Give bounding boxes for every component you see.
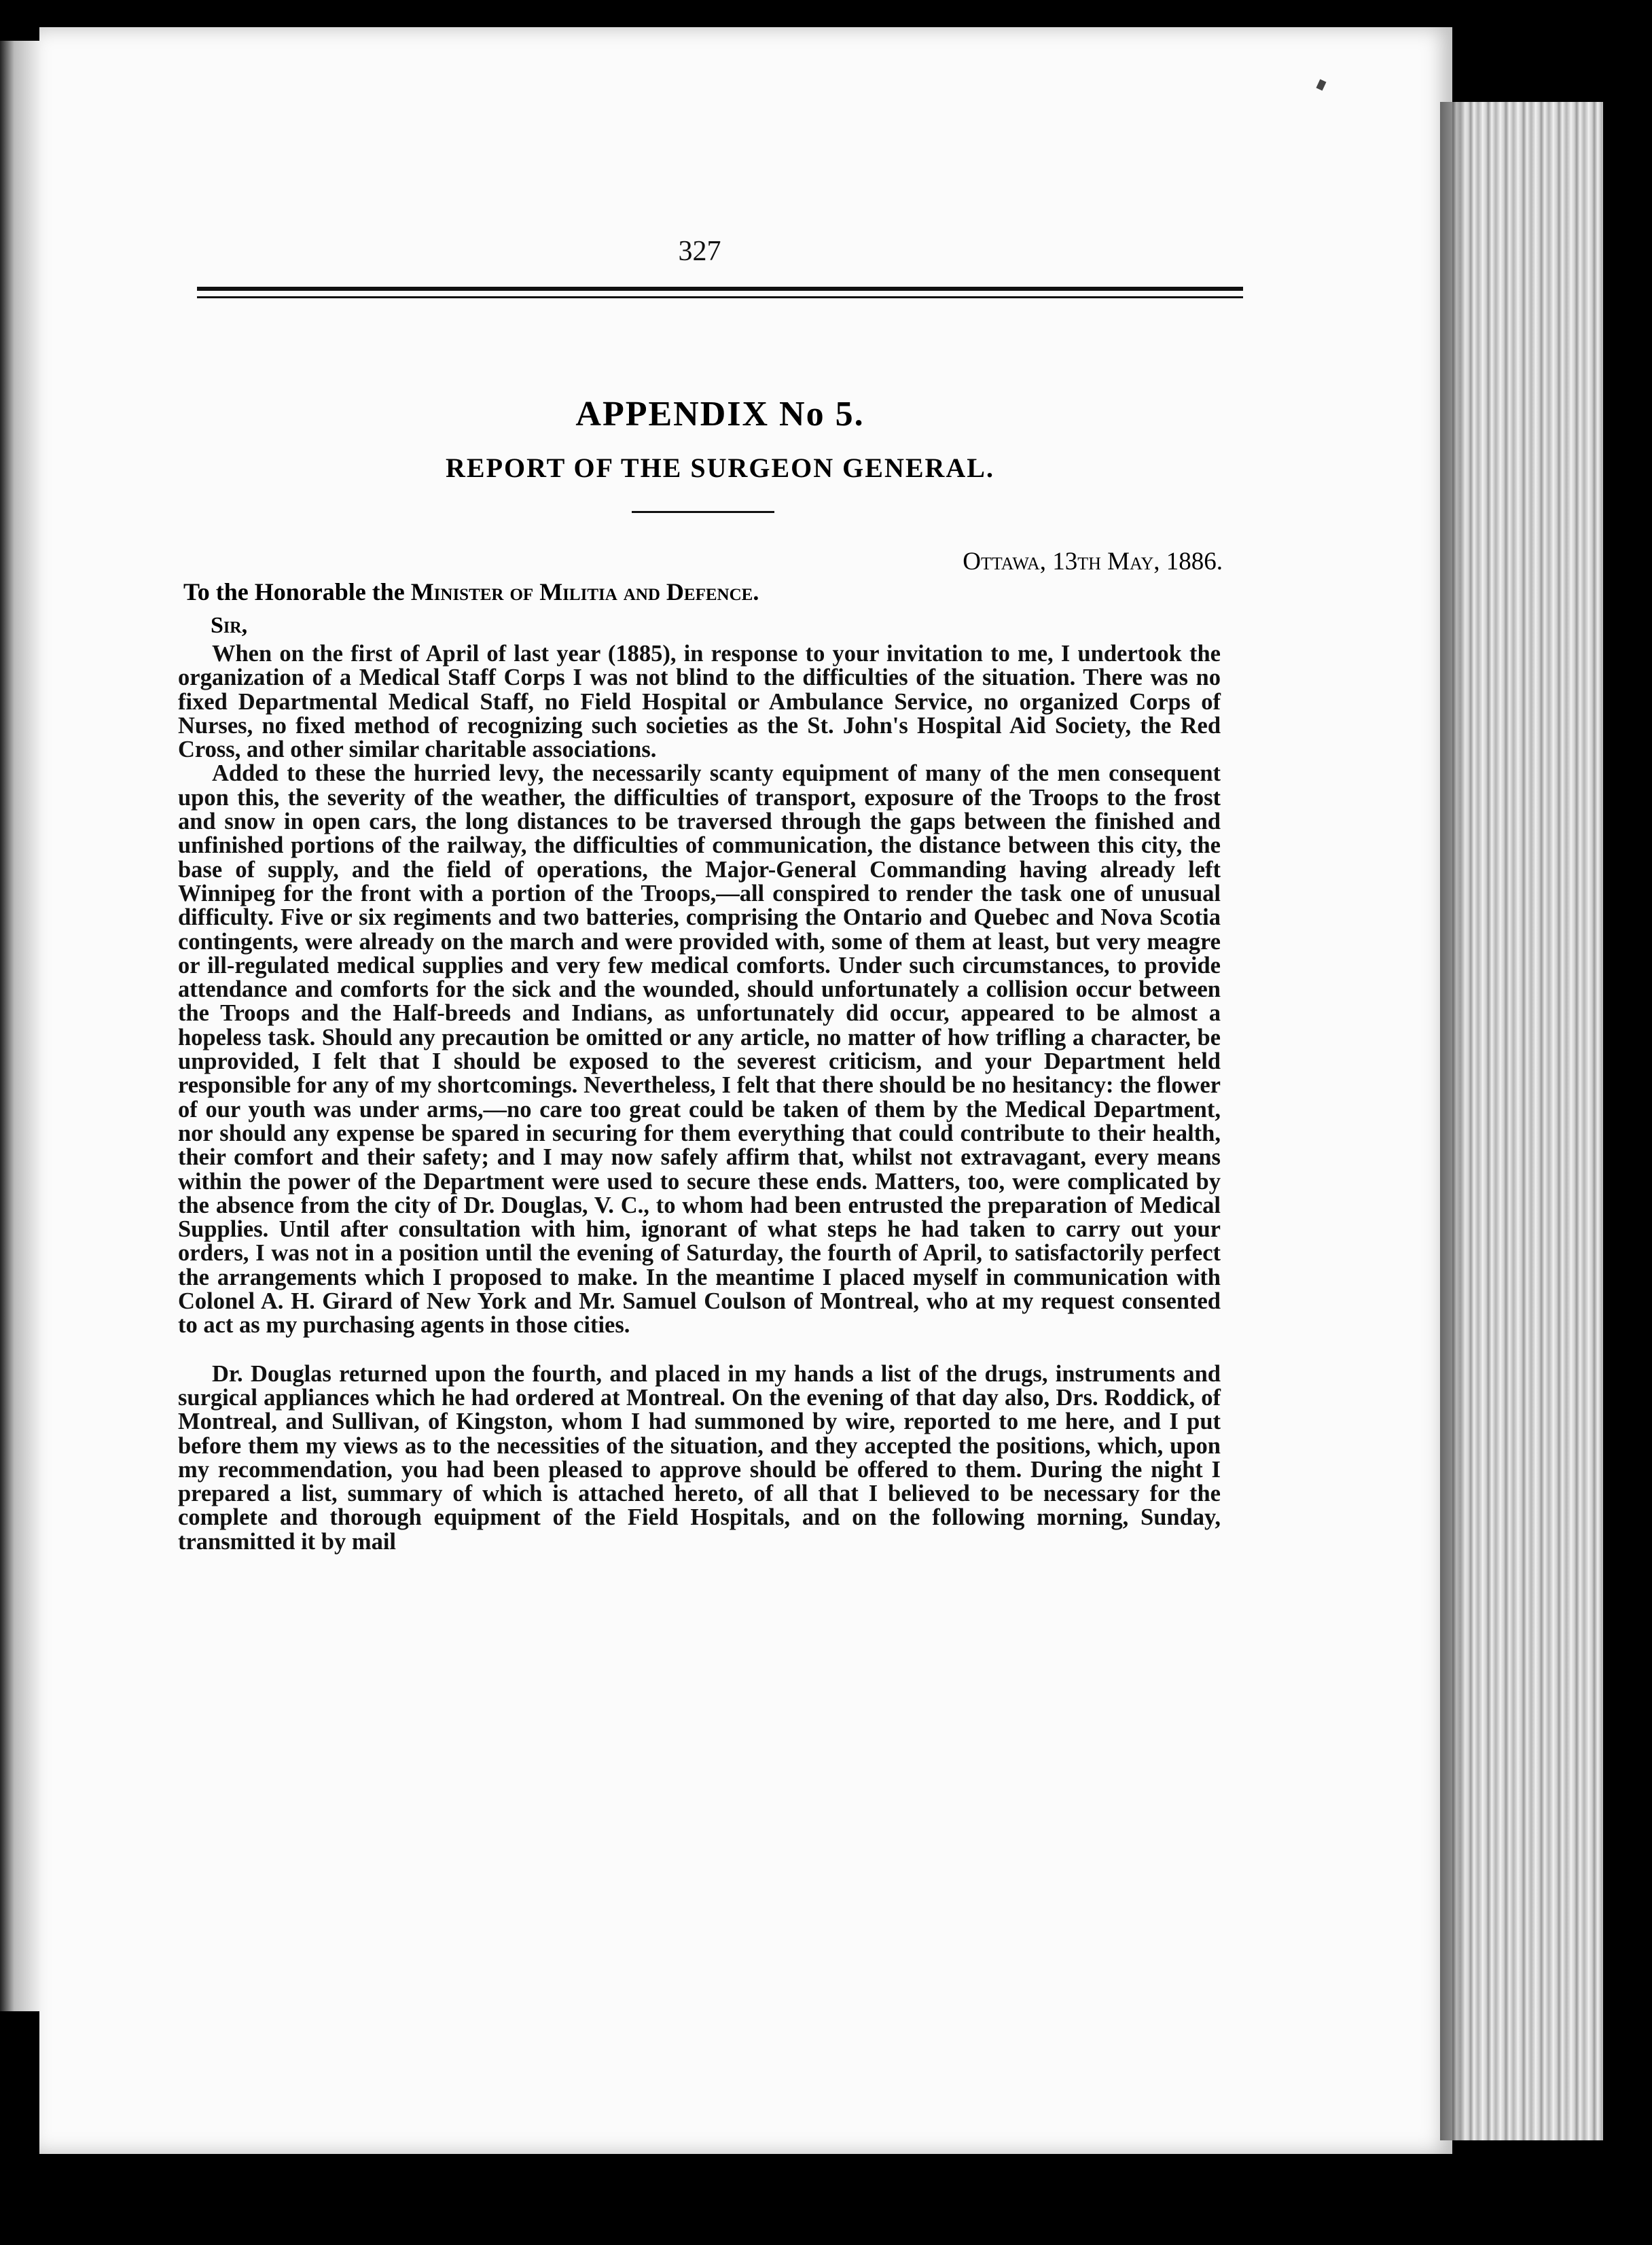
letter-dateline: Ottawa, 13th May, 1886. — [963, 548, 1223, 576]
previous-page-edge — [0, 41, 41, 2011]
title-divider — [632, 511, 774, 513]
address-prefix: To the Honorable the — [183, 578, 411, 605]
page-gutter-shadow — [1440, 102, 1467, 2140]
page-number: 327 — [678, 236, 721, 267]
address-recipient: Minister of Militia and Defence. — [410, 578, 759, 605]
letter-body — [178, 642, 1221, 1554]
report-title: REPORT OF THE SURGEON GENERAL. — [446, 453, 994, 483]
book-page-edges — [1447, 102, 1603, 2140]
body-paragraph-2: Added to these the hurried levy, the necessarily scanty equipment of many of the men consequent upon this, the severity of the weather, the difficulties of transport, exposure of the Troops to the frost and snow in open cars, the long distances to be traversed through the gaps between the finished and unfinished portions of the railway, the difficulties of communication, the distance between this city, the base of supply, and the field of operations, the Major-General Commanding having already left Winnipeg for the front with a portion of the Troops,—all conspired to render the task one of unusual difficulty. Five or six regiments and two batteries, comprising the Ontario and Quebec and Nova Scotia contingents, were already on the march and were provided with, some of them at least, but very meagre or ill-regulated medical supplies and very few medical comforts. Under such circumstances, to provide attendance and comforts for the sick and the wounded, should unfortunately a collision occur between the Troops and the Half-breeds and Indians, as unfortunately did occur, appeared to be almost a hopeless task. Should any precaution be omitted or any article, no matter of how trifling a character, be unprovided, I felt that I should be exposed to the severest criticism, and your Department held responsible for any of my shortcomings. Nevertheless, I felt that there should be no hesitancy: the flower of our youth was under arms,—no care too great could be taken of them by the Medical Department, nor should any expense be spared in securing for them everything that could contribute to their health, their comfort and their safety; and I may now safely affirm that, whilst not extravagant, every means within the power of the Department were used to secure these ends. Matters, too, were complicated by the absence from the city of Dr. Douglas, V. C., to whom had been entrusted the preparation of Medical Supplies. Until after consultation with him, ignorant of what steps he had taken to carry out your orders, I was not in a position until the evening of Saturday, the fourth of April, to satisfactorily perfect the arrangements which I proposed to make. In the meantime I placed myself in communication with Colonel A. H. Girard of New York and Mr. Samuel Coulson of Montreal, who at my request consented to act as my purchasing agents in those cities. — [178, 760, 1221, 1339]
appendix-title: APPENDIX No 5. — [575, 395, 865, 434]
page-header — [183, 231, 1216, 272]
letter-address — [183, 578, 1243, 606]
letter-salutation: Sir, — [211, 613, 248, 638]
body-paragraph-3: Dr. Douglas returned upon the fourth, and placed in my hands a list of the drugs, instruments and surgical appliances which he had ordered at Montreal. On the evening of that day also, Drs. Roddick, of Montreal, and Sullivan, of Kingston, whom I had summoned by wire, reported to me here, and I put before them my views as to the necessities of the situation, and they accepted the positions, which, upon my recommendation, you had been pleased to approve should be offered to them. During the night I prepared a list, summary of which is attached hereto, of all that I believed to be necessary for the complete and thorough equipment of the Field Hospitals, and on the following morning, Sunday, transmitted it by mail — [178, 1360, 1221, 1555]
header-rule-thin — [197, 296, 1243, 298]
body-paragraph-1: When on the first of April of last year (1885), in response to your invitation to me, I undertook the organization of a Medical Staff Corps I was not blind to the difficulties of the situation. There was no fixed Departmental Medical Staff, no Field Hospital or Ambulance Service, no organized Corps of Nurses, no fixed method of recognizing such societies as the St. John's Hospital Aid Society, the Red Cross, and other similar charitable associations. — [178, 641, 1221, 763]
header-rule-thick — [197, 287, 1243, 291]
